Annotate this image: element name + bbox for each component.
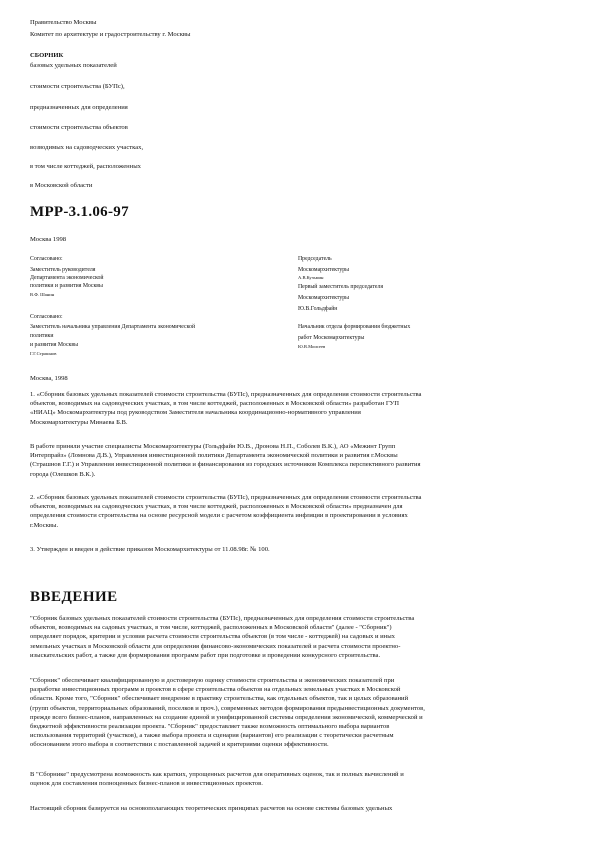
signatory-position: Начальник отдела формирования бюджетных <box>298 324 411 330</box>
signatory-position: Заместитель начальника управления Департамента экономической <box>30 324 196 330</box>
collection-line: стоимости строительства (БУПс), <box>30 83 125 90</box>
document-code: МРР-3.1.06-97 <box>30 204 129 220</box>
city-year: Москва 1998 <box>30 236 67 243</box>
signatory-position: Департамента экономической <box>30 275 104 281</box>
header-government: Правительство Москвы <box>30 19 97 26</box>
header-committee: Комитет по архитектуре и градостроительству г. Москвы <box>30 31 191 38</box>
intro-paragraph: В "Сборнике" предусмотрена возможность как кратких, упрощенных расчетов для оперативных оценок, так и полных вычислений и оценок для составления полноценных бизнес-планов и инвестиционных проектов. <box>30 771 404 788</box>
collection-title: СБОРНИК <box>30 52 64 59</box>
signatory-position: Москомархитектуры <box>298 295 350 301</box>
paragraph: В работе приняли участие специалисты Москомархитектуры (Гольдфайн Ю.В., Дронова Н.П., Соболев В.К.), АО «Межинт Групп Интерпрайз» (Ломнова Д.В.), Управления инвестиционной политики Департамента экономической политики и развития г.Москвы (Страшнов Г.Г.) и Управления инвестиционной политики и финансирования из городских источников Комплекса перспективного развития города (Олешков В.К.). <box>30 443 421 478</box>
intro-heading: ВВЕДЕНИЕ <box>30 589 118 605</box>
collection-line: в Московской области <box>30 182 93 189</box>
collection-line: в том числе коттеджей, расположенных <box>30 163 141 170</box>
signatory-position: Первый заместитель председателя <box>298 284 384 290</box>
signatory-name: В.Ф. Шанин <box>30 292 55 297</box>
collection-line: стоимости строительства объектов <box>30 124 128 131</box>
agreed-label: Согласовано: <box>30 314 63 320</box>
signatory-position: Москомархитектуры <box>298 267 350 273</box>
signatory-name: А.В.Кузьмин <box>298 275 324 280</box>
intro-paragraph: Настоящий сборник базируется на основополагающих теоретических принципах расчетов на основе системы базовых удельных <box>30 805 393 812</box>
signatory-position: политики <box>30 333 54 339</box>
city-year: Москва, 1998 <box>30 375 68 382</box>
signatory-position: работ Москомархитектуры <box>298 335 365 341</box>
intro-paragraph: "Сборник базовых удельных показателей стоимости строительства (БУПс), предназначенных для определения стоимости строительства объектов, возводимых на садовых участках, в том числе, коттеджей, расположенных в Московской области" (далее - "Сборник") определяет порядок, критерии и условия расчета стоимости строительства объектов (в том числе - коттеджей) на садовых и иных земельных участках в Московской области для определения финансово-экономических показателей и расчета стоимости проектно- изыскательских работ, а также для формирования программ работ при подготовке и проведении конкурсного строительства. <box>30 615 415 659</box>
paragraph: 1. «Сборник базовых удельных показателей стоимости строительства (БУПс), предназначенных для определения стоимости строительства объектов, возводимых на садоводческих участках, в том числе коттеджей, расположенных в Московской области» разработан ГУП «НИАЦ» Москомархитектуры под руководством Заместителя начальника координационно-нормативного управления Москомархитектуры Минаева Б.В. <box>30 391 422 426</box>
signatory-name: Ю.В.Гольдфайн <box>298 306 338 312</box>
intro-paragraph: "Сборник" обеспечивает квалифицированную и достоверную оценку стоимости строительства и экономических показателей при разработке инвестиционных программ и проектов в сфере строительства объектов на отдельных земельных участках в Московской области. Кроме того, "Сборник" обеспечивает внедрение в практику строительства, как отдельных объектов, так и целых образований (групп объектов, территориальных образований, поселков и проч.), современных методов формирования предынвестиционных документов, прежде всего бизнес-планов, направленных на создание единой и унифицированной системы определения экономической, коммерческой и бюджетной эффективности реализации проекта. "Сборник" предоставляет также возможность оптимального выбора вариантов использования территорий (участков), а также выбора проекта и сценария (вариантов) его реализации с теоретически расчетным обоснованием этого выбора в соответствии с поставленной задачей и критериями оценки эффективности. <box>30 677 425 749</box>
signatory-position: Председатель <box>298 256 332 262</box>
collection-line: базовых удельных показателей <box>30 62 117 69</box>
signatory-name: Ю.В.Моисеев <box>298 344 326 349</box>
signatory-name: Г.Г.Страшнов <box>30 351 57 356</box>
paragraph: 3. Утвержден и введен в действие приказом Москомархитектуры от 11.08.98г. № 100. <box>30 546 270 553</box>
agreed-label: Согласовано: <box>30 256 63 262</box>
signatory-position: политики и развития Москвы <box>30 283 103 289</box>
signatory-position: Заместитель руководителя <box>30 267 96 273</box>
collection-line: предназначенных для определения <box>30 104 128 111</box>
signatory-position: и развития Москвы <box>30 342 78 348</box>
paragraph: 2. «Сборник базовых удельных показателей стоимости строительства (БУПс), предназначенных для определения стоимости строительства объектов, возводимых на садоводческих участках, в том числе коттеджей, расположенных в Московской области» предназначен для определения стоимости строительства на основе ресурсной модели с расчетом коэффициента инфляции в проектировании в условиях г.Москвы. <box>30 494 422 529</box>
collection-line: возводимых на садоводческих участках, <box>30 144 144 151</box>
